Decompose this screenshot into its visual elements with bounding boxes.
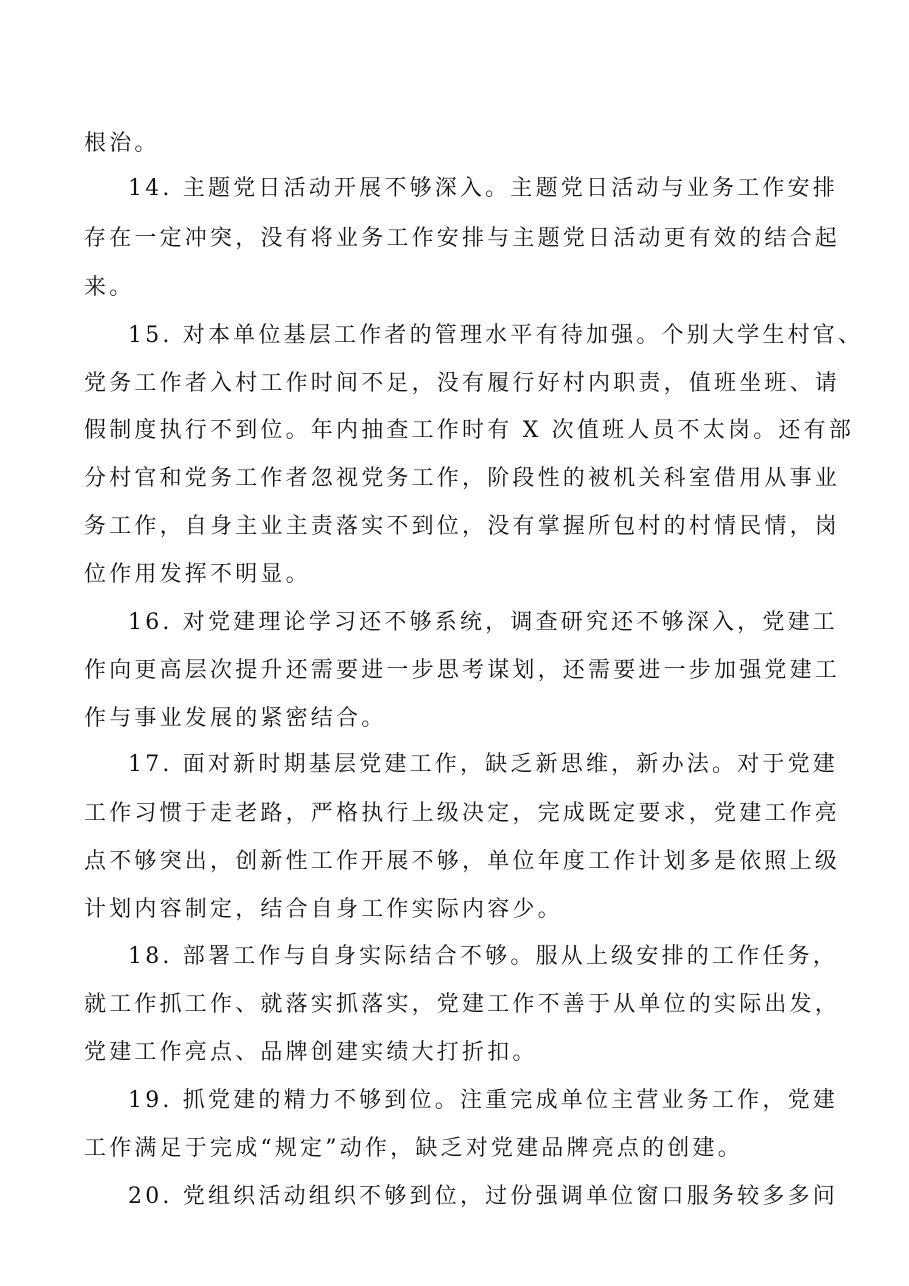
text-line: 存在一定冲突，没有将业务工作安排与主题党日活动更有效的结合起 bbox=[84, 226, 841, 251]
text-line: 计划内容制定，结合自身工作实际内容少。 bbox=[84, 897, 563, 922]
text-line: 来。 bbox=[84, 275, 135, 300]
text-line: 作与事业发展的紧密结合。 bbox=[84, 706, 387, 731]
text-line: 作向更高层次提升还需要进一步思考谋划，还需要进一步加强党建工 bbox=[84, 658, 841, 683]
text-line: 就工作抓工作、就落实抓落实，党建工作不善于从单位的实际出发， bbox=[84, 992, 841, 1017]
text-line: 假制度执行不到位。年内抽查工作时有 X 次值班人员不太岗。还有部 bbox=[84, 418, 855, 443]
text-line: 根治。 bbox=[84, 131, 160, 156]
text-line: 党务工作者入村工作时间不足，没有履行好村内职责，值班坐班、请 bbox=[84, 371, 841, 396]
text-line: 务工作，自身主业主责落实不到位，没有掌握所包村的村情民情，岗 bbox=[84, 514, 841, 539]
paragraph-18-start: 18. 部署工作与自身实际结合不够。服从上级安排的工作任务， bbox=[128, 944, 838, 969]
paragraph-14-start: 14. 主题党日活动开展不够深入。主题党日活动与业务工作安排 bbox=[128, 176, 838, 201]
paragraph-16-start: 16. 对党建理论学习还不够系统，调查研究还不够深入，党建工 bbox=[128, 610, 838, 635]
text-line: 点不够突出，创新性工作开展不够，单位年度工作计划多是依照上级 bbox=[84, 849, 841, 874]
paragraph-20-start: 20. 党组织活动组织不够到位，过份强调单位窗口服务较多多问 bbox=[128, 1184, 838, 1209]
text-line: 位作用发挥不明显。 bbox=[84, 562, 311, 587]
text-line: 工作习惯于走老路，严格执行上级决定，完成既定要求，党建工作亮 bbox=[84, 801, 841, 826]
paragraph-15-start: 15. 对本单位基层工作者的管理水平有待加强。个别大学生村官、 bbox=[128, 323, 864, 348]
text-line: 工作满足于完成“规定”动作，缺乏对党建品牌亮点的创建。 bbox=[84, 1136, 743, 1161]
paragraph-17-start: 17. 面对新时期基层党建工作，缺乏新思维，新办法。对于党建 bbox=[128, 752, 838, 777]
text-line: 分村官和党务工作者忽视党务工作，阶段性的被机关科室借用从事业 bbox=[84, 466, 841, 491]
paragraph-19-start: 19. 抓党建的精力不够到位。注重完成单位主营业务工作，党建 bbox=[128, 1088, 838, 1113]
text-line: 党建工作亮点、品牌创建实绩大打折扣。 bbox=[84, 1040, 538, 1065]
